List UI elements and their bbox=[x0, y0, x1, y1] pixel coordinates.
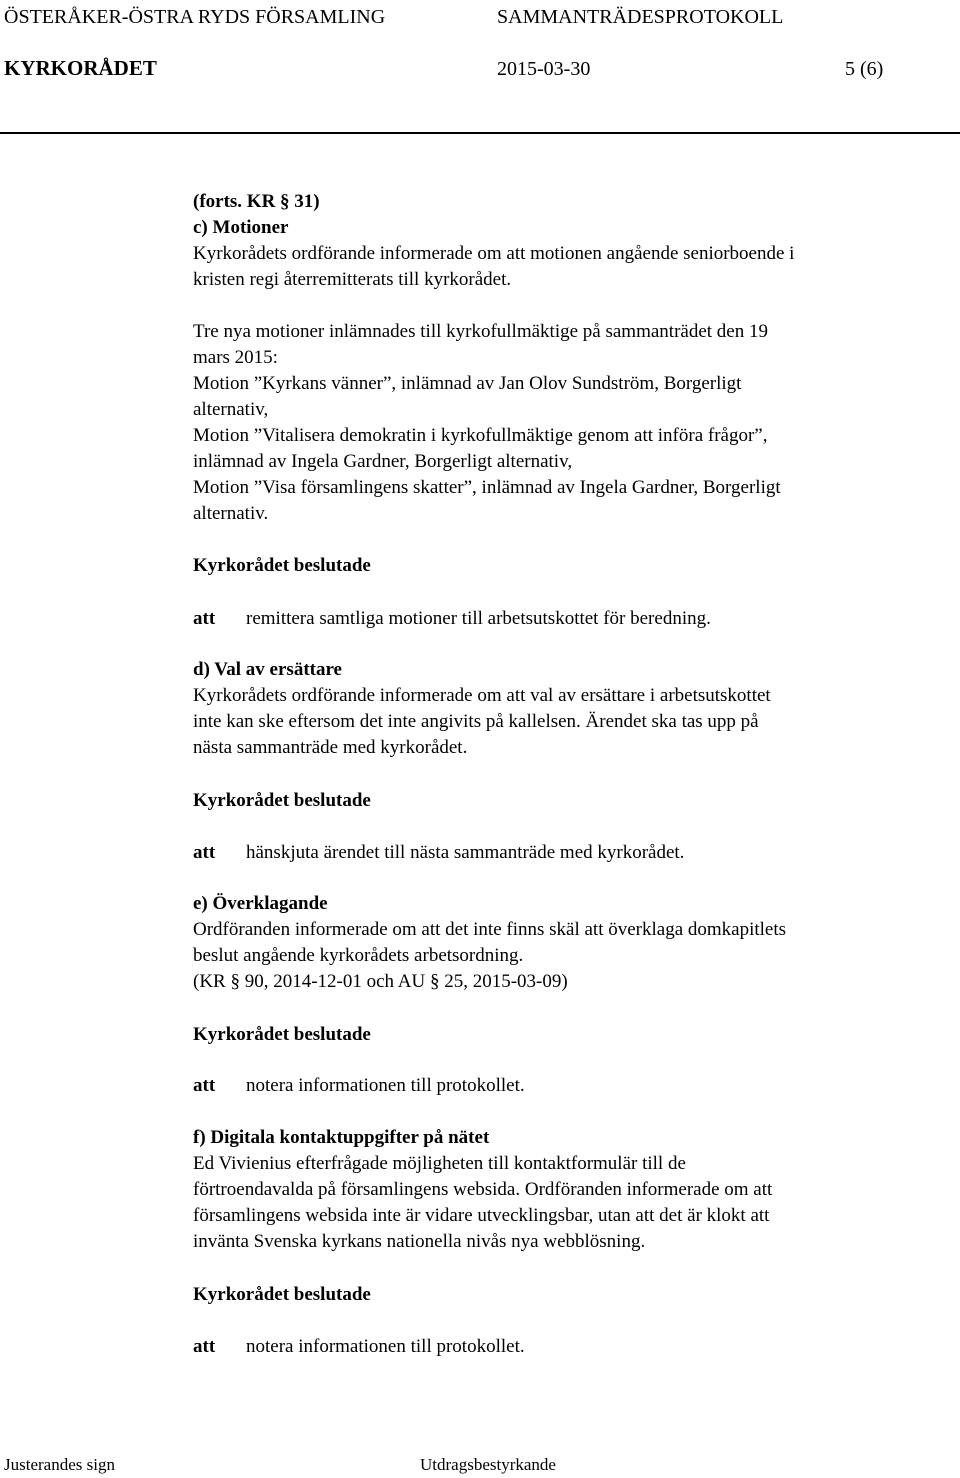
paragraph-line: Motion ”Vitalisera demokratin i kyrkofullmäktige genom att införa frågor”, bbox=[193, 425, 768, 446]
decision-att-label: att bbox=[193, 842, 216, 863]
meeting-date: 2015-03-30 bbox=[497, 58, 591, 80]
section-e-heading: e) Överklagande bbox=[193, 893, 328, 914]
section-f-heading: f) Digitala kontaktuppgifter på nätet bbox=[193, 1127, 490, 1148]
decision-att-label: att bbox=[193, 1336, 216, 1357]
paragraph-line: nästa sammanträde med kyrkorådet. bbox=[193, 737, 468, 758]
paragraph-line: invänta Svenska kyrkans nationella nivås nya webblösning. bbox=[193, 1231, 646, 1252]
decision-heading: Kyrkorådet beslutade bbox=[193, 1024, 371, 1045]
section-d-heading: d) Val av ersättare bbox=[193, 659, 342, 680]
section-d bbox=[193, 657, 923, 761]
section-c bbox=[193, 189, 923, 293]
document-type: SAMMANTRÄDESPROTOKOLL bbox=[497, 6, 784, 28]
section-c-body bbox=[193, 319, 923, 527]
decision-text: notera informationen till protokollet. bbox=[246, 1075, 525, 1096]
section-c-heading: c) Motioner bbox=[193, 217, 289, 238]
decision-heading: Kyrkorådet beslutade bbox=[193, 1284, 371, 1305]
paragraph-line: alternativ, bbox=[193, 399, 269, 420]
decision-text: hänskjuta ärendet till nästa sammanträde med kyrkorådet. bbox=[246, 842, 685, 863]
section-continued-label: (forts. KR § 31) bbox=[193, 191, 320, 212]
footer-certification-label: Utdragsbestyrkande bbox=[420, 1455, 556, 1474]
section-f bbox=[193, 1125, 923, 1255]
organization-name: ÖSTERÅKER-ÖSTRA RYDS FÖRSAMLING bbox=[4, 6, 386, 28]
paragraph-line: Kyrkorådets ordförande informerade om att motionen angående seniorboende i bbox=[193, 243, 795, 264]
paragraph-line: mars 2015: bbox=[193, 347, 278, 368]
paragraph-line: Kyrkorådets ordförande informerade om att val av ersättare i arbetsutskottet bbox=[193, 685, 771, 706]
decision-text: notera informationen till protokollet. bbox=[246, 1336, 525, 1357]
paragraph-line: Ed Vivienius efterfrågade möjligheten till kontaktformulär till de bbox=[193, 1153, 686, 1174]
paragraph-line: alternativ. bbox=[193, 503, 269, 524]
paragraph-line: förtroendavalda på församlingens websida. Ordföranden informerade om att bbox=[193, 1179, 773, 1200]
decision-att-label: att bbox=[193, 608, 216, 629]
paragraph-line: Ordföranden informerade om att det inte finns skäl att överklaga domkapitlets bbox=[193, 919, 787, 940]
section-e bbox=[193, 891, 923, 995]
decision-att-label: att bbox=[193, 1075, 216, 1096]
paragraph-line: församlingens websida inte är vidare utvecklingsbar, utan att det är klokt att bbox=[193, 1205, 770, 1226]
body-name: KYRKORÅDET bbox=[4, 56, 157, 80]
footer-signature-label: Justerandes sign bbox=[4, 1455, 115, 1474]
paragraph-line: Motion ”Kyrkans vänner”, inlämnad av Jan Olov Sundström, Borgerligt bbox=[193, 373, 742, 394]
paragraph-line: Motion ”Visa församlingens skatter”, inlämnad av Ingela Gardner, Borgerligt bbox=[193, 477, 781, 498]
paragraph-line: beslut angående kyrkorådets arbetsordning. bbox=[193, 945, 524, 966]
paragraph-line: inte kan ske eftersom det inte angivits på kallelsen. Ärendet ska tas upp på bbox=[193, 711, 759, 732]
decision-text: remittera samtliga motioner till arbetsutskottet för beredning. bbox=[246, 608, 711, 629]
paragraph-line: Tre nya motioner inlämnades till kyrkofullmäktige på sammanträdet den 19 bbox=[193, 321, 768, 342]
paragraph-line: kristen regi återremitterats till kyrkorådet. bbox=[193, 269, 512, 290]
paragraph-line: inlämnad av Ingela Gardner, Borgerligt alternativ, bbox=[193, 451, 573, 472]
decision-heading: Kyrkorådet beslutade bbox=[193, 555, 371, 576]
paragraph-line: (KR § 90, 2014-12-01 och AU § 25, 2015-03-09) bbox=[193, 971, 568, 992]
page-number: 5 (6) bbox=[845, 58, 884, 80]
header-divider bbox=[0, 132, 960, 134]
decision-heading: Kyrkorådet beslutade bbox=[193, 790, 371, 811]
